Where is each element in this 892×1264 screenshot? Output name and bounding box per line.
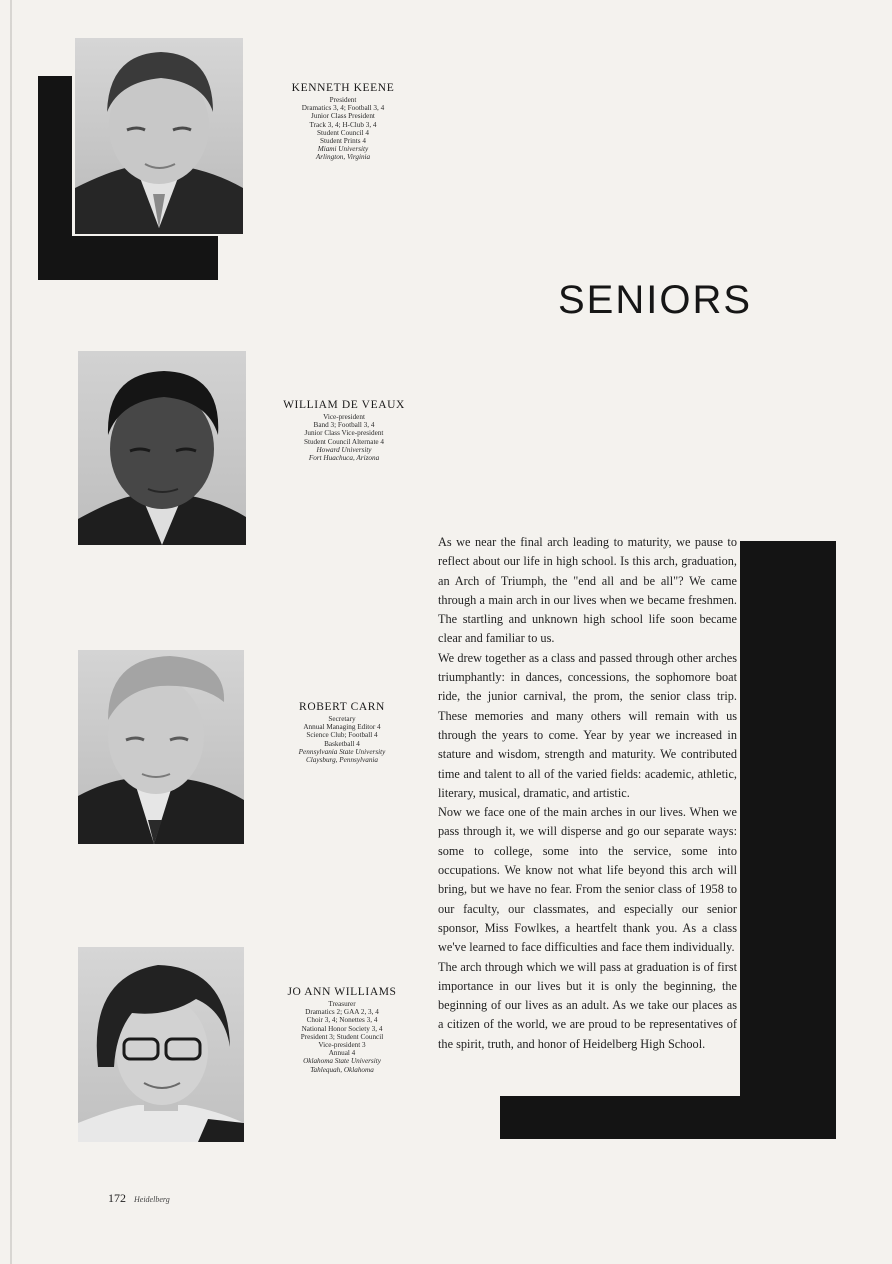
senior-activity: Dramatics 2; GAA 2, 3, 4 (305, 1008, 379, 1017)
senior-hometown: Arlington, Virginia (315, 153, 371, 162)
decorative-block-top-left-bar (38, 236, 218, 280)
message-paragraph: Now we face one of the main arches in our lives. When we pass through it, we will disperse and go our separate ways: some to college, some into the service, some into occupations. We know not what life beyond this arch will bring, but we have no fear. From the senior class of 1958 to our faculty, our classmates, and especially our senior sponsor, Miss Fowlkes, a heartfelt thank you. As a class we've learned to face difficulties and face them individually. (438, 805, 737, 955)
senior-activity: Junior Class Vice-president (304, 429, 384, 438)
binding-edge (10, 0, 12, 1264)
portrait-kenneth-keene (75, 38, 243, 234)
message-paragraph: We drew together as a class and passed through other arches triumphantly: in dances, concessions, the sophomore boat ride, the junior carnival, the prom, the senior class trip. These memories and many others will remain with us through the years to come. Year by year we increased in stature and wisdom, strength and maturity. We contributed time and talent to all of the varied fields: academic, athletic, literary, musical, dramatic, and artistic. (438, 650, 737, 800)
portrait-william-de-veaux (78, 351, 246, 545)
senior-activity: Student Council Alternate 4 (303, 437, 385, 446)
senior-activity: Annual 4 (328, 1049, 356, 1058)
portrait-robert-carn (78, 650, 244, 844)
senior-name: KENNETH KEENE (291, 82, 395, 94)
page-title: SENIORS (557, 278, 753, 322)
senior-activity: President 3; Student Council (300, 1032, 384, 1041)
senior-college: Pennsylvania State University (298, 747, 386, 756)
senior-name: WILLIAM DE VEAUX (283, 399, 405, 411)
senior-activity: Dramatics 3, 4; Football 3, 4 (301, 104, 385, 113)
message-paragraph: The arch through which we will pass at graduation is of first importance in our lives but it is only the beginning, the beginning of our lives as an adult. As we take our places as a citizen of the world, we are proud to be representatives of the spirit, truth, and honor of Heidelberg High School. (438, 959, 737, 1051)
message-paragraph: As we near the final arch leading to maturity, we pause to reflect about our life in high school. Is this arch, graduation, an Arch of Triumph, the "end all and be all"? We came through a main arch in our lives when we became freshmen. The startling and unknown high school life soon became clear and familiar to us. (438, 535, 737, 646)
senior-entry-kenneth-keene (268, 81, 418, 162)
senior-activity: Vice-president (323, 413, 365, 421)
senior-activity: Basketball 4 (324, 739, 360, 748)
page-footer (108, 1191, 170, 1206)
senior-entry-robert-carn (266, 700, 418, 764)
senior-college: Howard University (316, 445, 372, 454)
senior-activity: National Honor Society 3, 4 (301, 1024, 383, 1033)
decorative-block-right-column (740, 541, 836, 1139)
senior-activity: Student Council 4 (317, 128, 369, 137)
footer-school-name: Heidelberg (134, 1195, 170, 1204)
senior-college: Oklahoma State University (303, 1057, 381, 1066)
senior-message (438, 533, 737, 1054)
senior-activity: Student Prints 4 (320, 137, 366, 146)
senior-college: Miami University (317, 145, 369, 154)
senior-activity: Annual Managing Editor 4 (303, 723, 381, 732)
senior-activity: President (329, 96, 357, 104)
senior-activity: Choir 3, 4; Nonettes 3, 4 (306, 1016, 378, 1025)
page-number: 172 (108, 1191, 126, 1205)
senior-name: JO ANN WILLIAMS (287, 986, 397, 998)
senior-activity: Band 3; Football 3, 4 (313, 421, 375, 430)
senior-activity: Secretary (328, 715, 356, 723)
senior-hometown: Claysburg, Pennsylvania (306, 756, 378, 765)
senior-hometown: Fort Huachuca, Arizona (308, 454, 380, 463)
senior-activity: Vice-president 3 (318, 1041, 366, 1050)
senior-activity: Treasurer (328, 1000, 356, 1008)
senior-name: ROBERT CARN (299, 701, 385, 713)
senior-hometown: Tahlequah, Oklahoma (310, 1065, 374, 1074)
senior-activity: Track 3, 4; H-Club 3, 4 (309, 120, 377, 129)
decorative-block-bottom-bar (500, 1096, 836, 1139)
senior-entry-jo-ann-williams (266, 985, 418, 1074)
portrait-jo-ann-williams (78, 947, 244, 1142)
senior-entry-william-de-veaux (266, 398, 422, 462)
senior-activity: Science Club; Football 4 (306, 731, 378, 740)
senior-activity: Junior Class President (311, 112, 375, 121)
